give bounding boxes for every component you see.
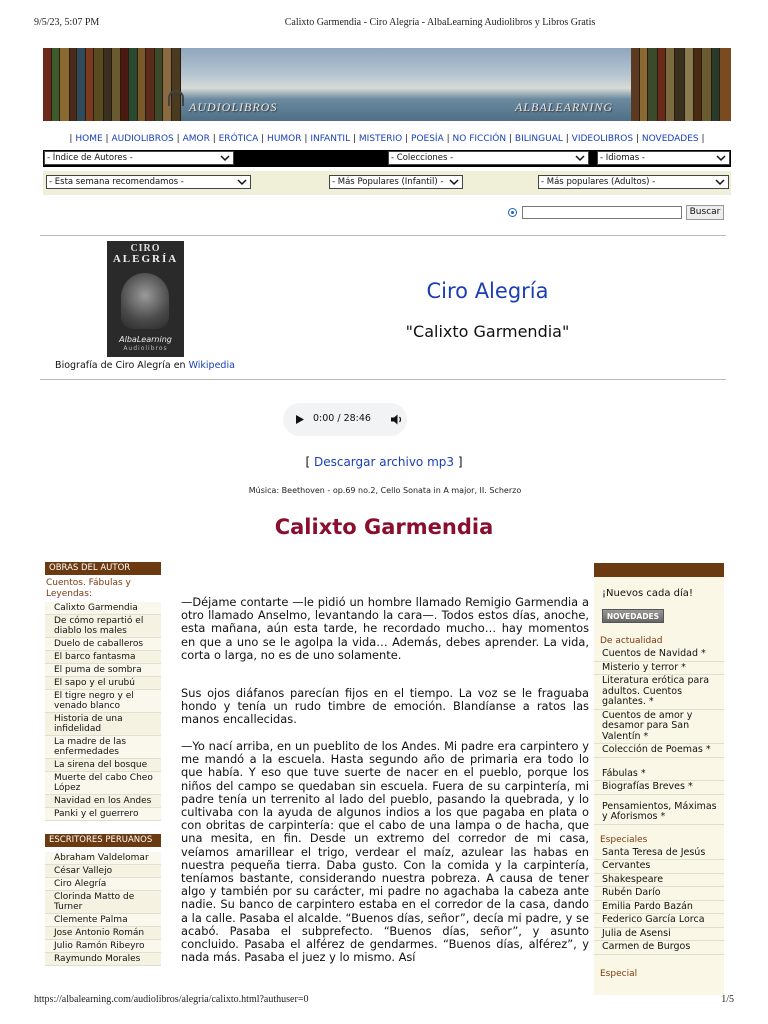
work-item[interactable]: El tigre negro y el venado blanco [45,690,161,713]
nav-link-audiolibros[interactable]: AUDIOLIBROS [111,134,174,144]
work-item[interactable]: Navidad en los Andes [45,795,161,808]
current-item[interactable]: Literatura erótica para adultos. Cuentos galantes. * [594,675,724,710]
work-title: "Calixto Garmendia" [405,322,570,341]
right-sidebar-header [594,563,724,577]
writer-item[interactable]: César Vallejo [45,865,161,878]
print-datetime: 9/5/23, 5:07 PM [34,17,100,28]
special-item[interactable]: Rubén Darío [594,887,724,901]
wikipedia-link[interactable]: Wikipedia [188,360,235,371]
right-sidebar [594,577,724,995]
work-item[interactable]: Historia de una infidelidad [45,713,161,736]
work-item[interactable]: Panki y el guerrero [45,808,161,821]
special-item[interactable]: Santa Teresa de Jesús [594,847,724,861]
print-url: https://albalearning.com/audiolibros/alegria/calixto.html?authuser=0 [34,994,309,1005]
nav-link-amor[interactable]: AMOR [182,134,210,144]
more-item[interactable]: Biografías Breves * [594,781,724,795]
writer-item[interactable]: Abraham Valdelomar [45,852,161,865]
section-current: De actualidad [600,636,663,646]
work-item[interactable]: De cómo repartió el diablo los males [45,615,161,638]
chevron-down-icon [575,153,585,163]
section-special: Especiales [600,834,648,845]
work-item[interactable]: El sapo y el urubú [45,677,161,690]
play-icon[interactable] [296,415,304,424]
search-button[interactable]: Buscar [686,205,724,220]
works-list [45,602,161,821]
left-sidebar [45,562,161,966]
download-line: [ Descargar archivo mp3 ] [305,455,463,469]
writers-list [45,852,161,966]
more-item[interactable]: Fábulas * [594,768,724,782]
nav-link-infantil[interactable]: INFANTIL [310,134,351,144]
work-item[interactable]: La madre de las enfermedades [45,736,161,759]
banner-audiolibros: AUDIOLIBROS [189,100,278,114]
special-item[interactable]: Julia de Asensi [594,928,724,942]
week-recommend-select[interactable] [46,175,251,189]
nav-link-misterio[interactable]: MISTERIO [358,134,403,144]
work-item[interactable]: Duelo de caballeros [45,638,161,651]
books-left-image [43,48,181,121]
divider [40,235,726,236]
popular-kids-select[interactable] [329,175,463,189]
writer-item[interactable]: Ciro Alegría [45,878,161,891]
writer-item[interactable]: Jose Antonio Román [45,927,161,940]
nav-link-novedades[interactable]: NOVEDADES [641,134,699,144]
nav-link-videolibros[interactable]: VIDEOLIBROS [571,134,634,144]
bio-line [40,360,250,371]
authors-select-value: - Índice de Autores - [47,153,133,163]
current-item[interactable]: Cuentos de Navidad * [594,648,724,662]
cover-brand-text: AlbaLearning [119,335,172,344]
special-item[interactable]: Carmen de Burgos [594,941,724,955]
special-item[interactable]: Cervantes [594,860,724,874]
author-cover-image[interactable] [107,241,184,357]
writer-item[interactable]: Julio Ramón Ribeyro [45,940,161,953]
writers-header: ESCRITORES PERUANOS [45,834,161,847]
nav-link-bilingual[interactable]: BILINGUAL [514,134,563,144]
chevron-down-icon [716,153,726,163]
week-recommend-value: - Esta semana recomendamos - [49,177,184,187]
site-banner[interactable] [43,48,731,121]
more-item[interactable]: Pensamientos, Máximas y Aforismos * [594,801,724,825]
popular-adults-select[interactable] [538,175,729,189]
banner-albalearning: ALBALEARNING [515,100,613,114]
nav-link-home[interactable]: HOME [75,134,103,144]
collections-select-value: - Colecciones - [391,153,454,163]
divider [40,379,726,380]
books-right-image [631,48,731,121]
popular-kids-value: - Más Populares (Infantil) - [332,177,444,187]
work-item[interactable]: Calixto Garmendia [45,602,161,615]
work-item[interactable]: El puma de sombra [45,664,161,677]
special-item[interactable]: Federico García Lorca [594,914,724,928]
current-item[interactable]: Colección de Poemas * [594,744,724,758]
collections-select[interactable] [388,151,589,165]
works-subheader: Cuentos. Fábulas y Leyendas: [46,578,131,599]
nav-link-humor[interactable]: HUMOR [267,134,302,144]
nav-link-erotica[interactable]: ERÓTICA [218,134,259,144]
new-daily-text: ¡Nuevos cada día! [602,588,693,599]
download-mp3-link[interactable]: Descargar archivo mp3 [313,455,455,469]
novedades-button[interactable]: NOVEDADES [602,609,664,623]
chevron-down-icon [449,177,459,187]
works-header: OBRAS DEL AUTOR [45,562,161,575]
authors-select[interactable] [44,151,234,165]
audio-player[interactable] [283,403,407,436]
headphones-icon [168,90,184,106]
writer-item[interactable]: Clemente Palma [45,914,161,927]
special-item[interactable]: Emilia Pardo Bazán [594,901,724,915]
author-portrait [121,273,169,329]
chevron-down-icon [237,177,247,187]
chevron-down-icon [220,153,230,163]
volume-icon[interactable] [391,414,403,425]
writer-item[interactable]: Raymundo Morales [45,953,161,966]
popular-adults-value: - Más populares (Adultos) - [541,177,656,187]
nav-link-poesia[interactable]: POESÍA [411,134,444,144]
special-item[interactable]: Shakespeare [594,874,724,888]
story-paragraph: —Yo nací arriba, en un pueblito de los Andes. Mi padre era carpintero y me mandó a la escuela. Hasta segundo año de primaria era todo lo que había. Y eso que tuve suerte de nacer en el pueblo, porque los niños del campo se quedaban sin escuela. Fuera de su carpintería, mi padre tenía un terrenito al lado del pueblo, pasando la quebrada, y lo cultivaba con la ayuda de algunos indios a los que pagaba en plata o con obritas de carpintería: que el cabo de una lampa o de hacha, que una mesita, en fin. Desde un extremo del corredor de mi casa, veíamos amarillear el trigo, verdear el maíz, azulear las habas en nuestra pequeña tierra. Daba gusto. Con la comida y la carpintería, teníamos bastante, considerando nuestra pobreza. A causa de tener algo y también por su carácter, mi padre no agachaba la cabeza ante nadie. Su banco de carpintero estaba en el corredor de la casa, dando a la calle. Pasaba el alcalde. “Buenos días, señor”, decía mi padre, y se acabó. Pasaba el subprefecto. “Buenos días, señor”, y asunto concluido. Pasaba el alférez de gendarmes. “Buenos días, alférez”, y nada más. Pasaba el juez y lo mismo. Así [181,740,589,965]
writer-item[interactable]: Clorinda Matto de Turner [45,891,161,914]
work-item[interactable]: La sirena del bosque [45,759,161,772]
nav-link-no-ficcion[interactable]: NO FICCIÓN [452,134,507,144]
player-time: 0:00 / 28:46 [313,413,371,424]
bio-prefix: Biografía de Ciro Alegría en [55,360,189,371]
current-item[interactable]: Cuentos de amor y desamor para San Valentín * [594,710,724,745]
story-paragraph: Sus ojos diáfanos parecían fijos en el tiempo. La voz se le fraguaba hondo y tenía un rudo timbre de emoción. Blandíanse a ratos las manos encallecidas. [181,686,589,727]
main-nav: | HOME | AUDIOLIBROS | AMOR | ERÓTICA | HUMOR | INFANTIL | MISTERIO | POESÍA | NO FICCIÓN | BILINGUAL | VIDEOLIBROS | NOVEDADES | [69,134,705,144]
work-item[interactable]: El barco fantasma [45,651,161,664]
chevron-down-icon [715,177,725,187]
cover-top-text: CIRO [130,243,161,254]
story-heading: Calixto Garmendia [274,515,494,539]
author-name[interactable]: Ciro Alegría [426,279,549,303]
search-input[interactable] [522,206,682,219]
section-special-2: Especial [600,968,638,979]
music-credit: Música: Beethoven - op.69 no.2, Cello Sonata in A major, II. Scherzo [248,486,522,495]
languages-select[interactable] [597,151,730,165]
cover-name-text: ALEGRÍA [112,253,179,265]
languages-select-value: - Idiomas - [600,153,645,163]
story-paragraph: —Déjame contarte —le pidió un hombre llamado Remigio Garmendia a otro llamado Anselmo, levantando la cara—. Todos estos días, anoche, esta mañana, aún esta tarde, he recordado mucho… hay momentos en que a uno se le agolpa la vida… Además, debes aprender. La vida, corta o larga, no es de uno solamente. [181,595,589,662]
current-item[interactable]: Misterio y terror * [594,662,724,676]
print-page-title: Calixto Garmendia - Ciro Alegría - AlbaLearning Audiolibros y Libros Gratis [284,17,596,28]
print-page-number: 1/5 [721,994,734,1005]
search-radio[interactable] [508,208,517,217]
work-item[interactable]: Muerte del cabo Cheo López [45,772,161,795]
cover-sub-text: Audiolibros [123,345,168,352]
